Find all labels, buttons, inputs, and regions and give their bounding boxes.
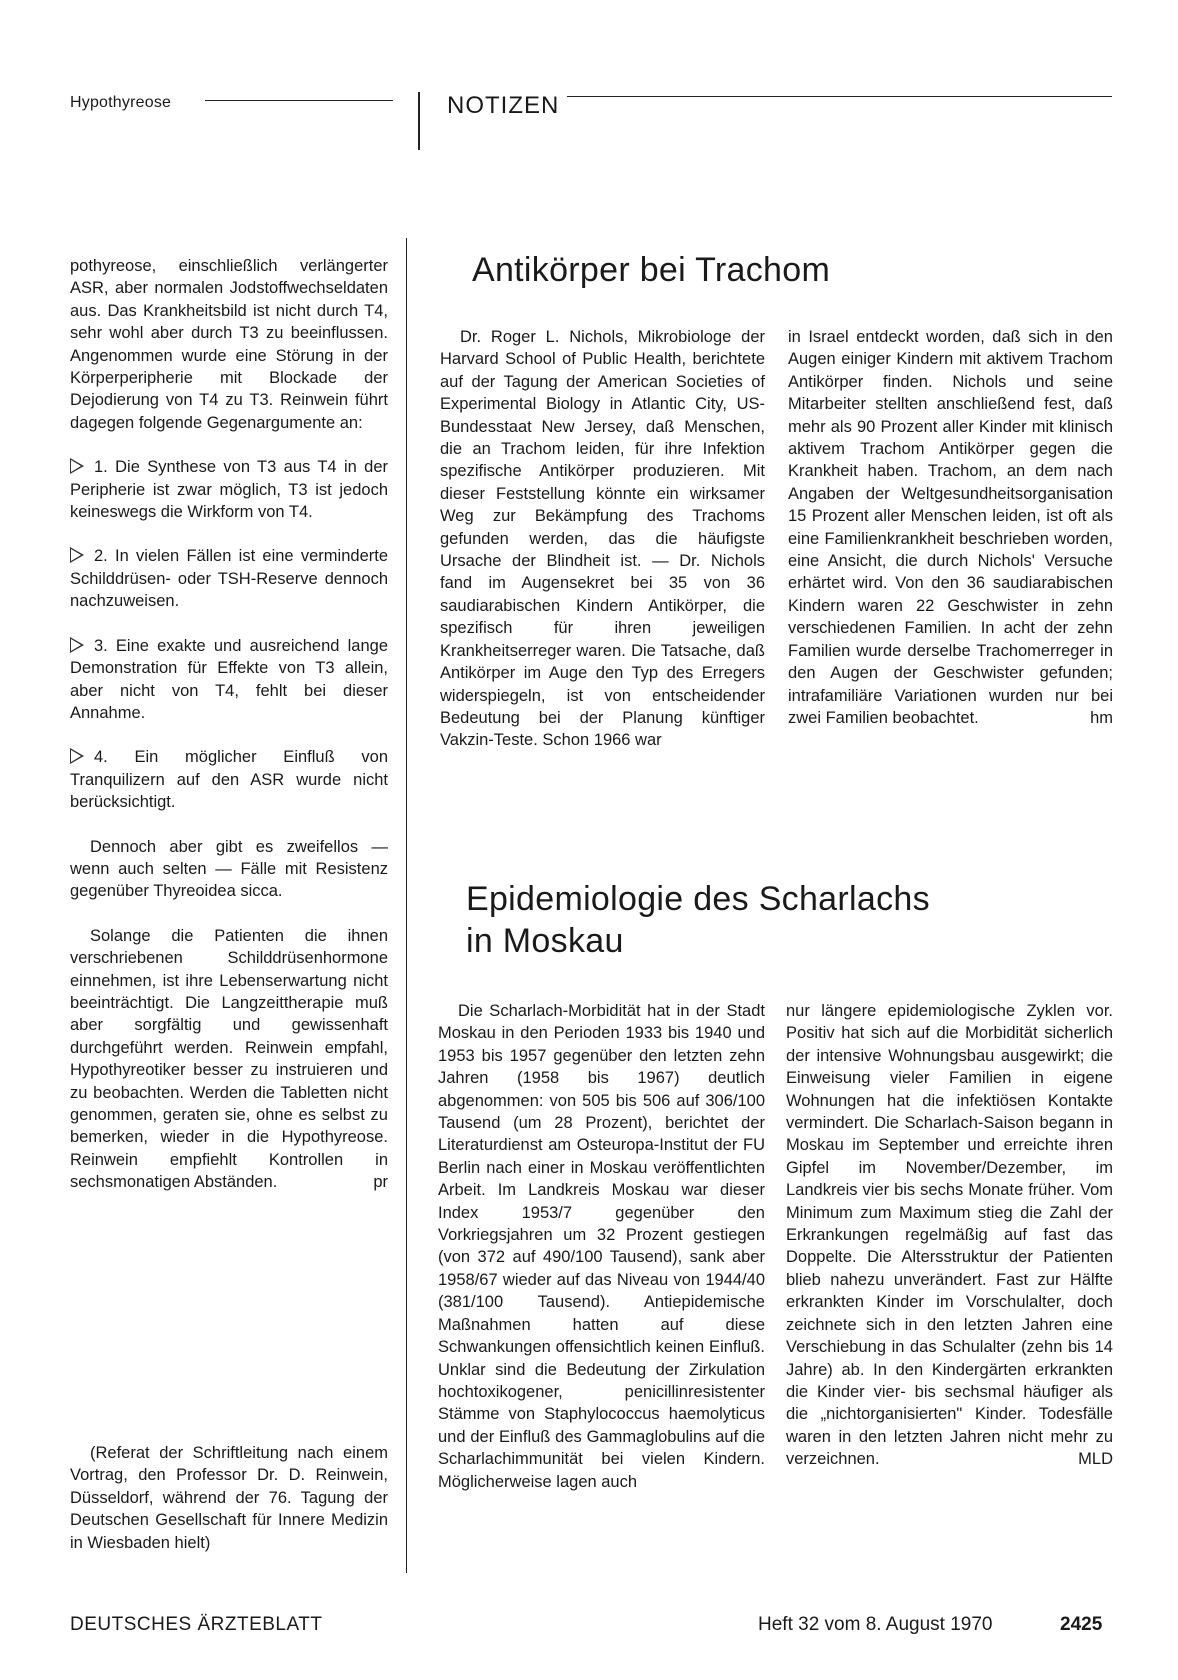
paragraph: Solange die Patienten die ihnen verschriebenen Schilddrüsenhormone einnehmen, ist ihre Lebenserwartung nicht beeinträchtigt. Die Langzeittherapie muß aber sorgfältig und gewissenhaft durchgeführt werden. Reinwein empfahl, Hypothyreotiker besser zu instruieren und zu beobachten. Werden die Tabletten nicht genommen, geraten sie, ohne es selbst zu bemerken, wieder in die Hypothyreose. Reinwein empfiehlt Kontrollen in sechsmonatigen Abständen. pr: [70, 925, 388, 1194]
triangle-bullet-icon: [70, 637, 84, 653]
article-title: Epidemiologie des Scharlachs in Moskau: [466, 880, 930, 960]
page-number: 2425: [1060, 1614, 1103, 1635]
reference-note: (Referat der Schriftleitung nach einem Vortrag, den Professor Dr. D. Reinwein, Düsseldorf, während der 76. Tagung der Deutschen Gesellschaft für Innere Medizin in Wiesbaden hielt): [70, 1444, 388, 1552]
header-rule-right: [567, 96, 1112, 97]
journal-name: DEUTSCHES ÄRZTEBLATT: [70, 1614, 323, 1635]
point-item: 2. In vielen Fällen ist eine verminderte Schilddrüsen- oder TSH-Reserve dennoch nachzuweisen.: [70, 547, 388, 611]
article-title: Antikörper bei Trachom: [472, 251, 831, 289]
author-signature: pr: [373, 1173, 388, 1192]
point-item: 4. Ein möglicher Einfluß von Tranquilizern auf den ASR wurde nicht berücksichtigt.: [70, 748, 388, 812]
article1-column-2: in Israel entdeckt worden, daß sich in den Augen einiger Kindern mit aktivem Trachom Antikörper finden. Nichols und seine Mitarbeiter stellten anschließend fest, daß mehr als 90 Prozent aller Kinder mit klinisch aktivem Trachom Antikörper gegen die Krankheit haben. Trachom, an dem nach Angaben der Weltgesundheitsorganisation 15 Prozent aller Menschen leiden, ist oft als eine Familienkrankheit beschrieben worden, eine Ansicht, die durch Nichols' Versuche erhärtet wird. Von den 36 saudiarabischen Kindern waren 22 Geschwister in zehn verschiedenen Familien. In acht der zehn Familien wurde derselbe Trachomerreger in den Augen der Geschwister gefunden; intrafamiliäre Variationen wurden nur bei zwei Familien beobachtet. hm: [788, 326, 1113, 729]
left-column: [70, 255, 388, 1194]
section-title: NOTIZEN: [447, 92, 560, 119]
triangle-bullet-icon: [70, 748, 84, 764]
header-rule-left: [205, 100, 393, 101]
author-signature: MLD: [1078, 1450, 1113, 1469]
article2-column-1: Die Scharlach-Morbidität hat in der Stadt Moskau in den Perioden 1933 bis 1940 und 1953 bis 1957 gegenüber den letzten zehn Jahren (1958 bis 1967) deutlich abgenommen: von 505 bis 506 auf 306/100 Tausend (um 28 Prozent), berichtet der Literaturdienst am Osteuropa-Institut der FU Berlin nach einer in Moskau veröffentlichten Arbeit. Im Landkreis Moskau war dieser Index 1953/7 gegenüber den Vorkriegsjahren um 32 Prozent gestiegen (von 372 auf 490/100 Tausend), sank aber 1958/67 wieder auf das Niveau von 1944/40 (381/100 Tausend). Antiepidemische Maßnahmen hatten auf diese Schwankungen offensichtlich keinen Einfluß. Unklar sind die Bedeutung der Zirkulation hochtoxikogener, penicillinresistenter Stämme von Staphylococcus haemolyticus und der Einfluß des Gammaglobulins auf die Scharlachimmunität bei vielen Kindern. Möglicherweise lagen auch: [438, 1002, 765, 1491]
header-divider: [418, 92, 420, 150]
author-signature: hm: [1090, 708, 1113, 727]
triangle-bullet-icon: [70, 458, 84, 474]
triangle-bullet-icon: [70, 547, 84, 563]
point-item: 1. Die Synthese von T3 aus T4 in der Peripherie ist zwar möglich, T3 ist jedoch keineswegs die Wirkform von T4.: [70, 458, 388, 522]
running-head-left: Hypothyreose: [70, 94, 172, 111]
paragraph: pothyreose, einschließlich verlängerter ASR, aber normalen Jodstoffwechseldaten aus. Das Krankheitsbild ist nicht durch T4, sehr wohl aber durch T3 zu beeinflussen. Angenommen wurde eine Störung in der Körperperipherie mit Blockade der Dejodierung von T4 zu T3. Reinwein führt dagegen folgende Gegenargumente an:: [70, 257, 388, 432]
issue-info: Heft 32 vom 8. August 1970: [758, 1614, 993, 1635]
article2-column-2: nur längere epidemiologische Zyklen vor. Positiv hat sich auf die Morbidität sicherlich der intensive Wohnungsbau ausgewirkt; die Einweisung vieler Familien in eigene Wohnungen hat die infektiösen Kontakte vermindert. Die Scharlach-Saison begann in Moskau im September und erreichte ihren Gipfel im November/Dezember, im Landkreis vier bis sechs Monate früher. Vom Minimum zum Maximum stieg die Zahl der Erkrankungen regelmäßig auf fast das Doppelte. Die Altersstruktur der Patienten blieb nahezu unverändert. Fast zur Hälfte erkrankten Kinder im Vorschulalter, doch zeichnete sich in den letzten Jahren eine Verschiebung in das Schulalter (zehn bis 14 Jahre) ab. In den Kindergärten erkrankten die Kinder vier- bis sechsmal häufiger als die „nichtorganisierten" Kinder. Todesfälle waren in den letzten Jahren nicht mehr zu verzeichnen. MLD: [786, 1000, 1113, 1471]
paragraph: Dennoch aber gibt es zweifellos — wenn auch selten — Fälle mit Resistenz gegenüber Thyreoidea sicca.: [70, 837, 388, 901]
article1-column-1: Dr. Roger L. Nichols, Mikrobiologe der Harvard School of Public Health, berichtete auf der Tagung der American Societies of Experimental Biology in Atlantic City, US-Bundesstaat New Jersey, daß Menschen, die an Trachom leiden, für ihre Infektion spezifische Antikörper produzieren. Mit dieser Feststellung könnte ein wirksamer Weg zur Bekämpfung des Trachoms gefunden werden, das die häufigste Ursache der Blindheit ist. — Dr. Nichols fand im Augensekret bei 35 von 36 saudiarabischen Kindern Antikörper, die spezifisch für ihren jeweiligen Krankheitserreger waren. Die Tatsache, daß Antikörper im Auge den Typ des Erregers widerspiegeln, ist von entscheidender Bedeutung bei der Planung künftiger Vakzin-Teste. Schon 1966 war: [440, 328, 765, 750]
column-divider: [406, 238, 407, 1573]
point-item: 3. Eine exakte und ausreichend lange Demonstration für Effekte von T3 allein, aber nicht von T4, fehlt bei dieser Annahme.: [70, 636, 388, 722]
